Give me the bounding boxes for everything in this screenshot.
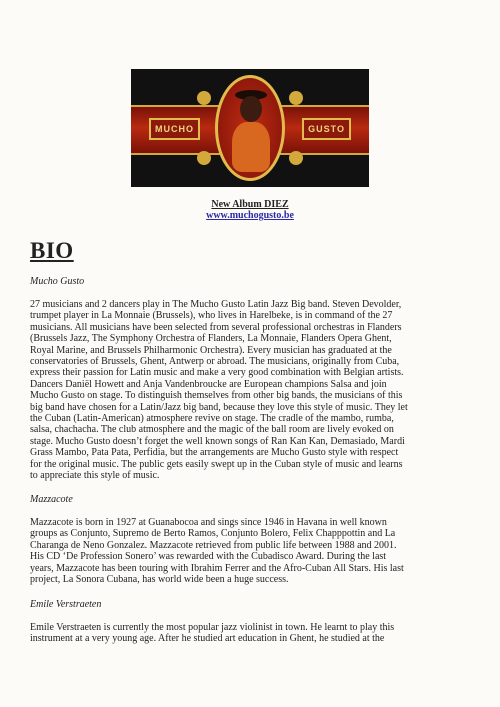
section-subtitle-mazzacote: Mazzacote <box>30 494 73 505</box>
section-subtitle-emile-verstraeten: Emile Verstraeten <box>30 599 102 610</box>
figure-body <box>232 122 270 172</box>
body-line: musicians. All musicians have been selected from several professional orchestras in Flanders <box>30 321 402 333</box>
banner-left-plaque: MUCHO <box>149 118 200 140</box>
body-line: conservatories of Brussels, Ghent, Antwerp or abroad. The musicians, originally from Cuba, <box>30 356 400 368</box>
body-line: Charanga de Neno Gonzalez. Mazzacote retrieved from public life between 1988 and 2001. <box>30 539 397 551</box>
section-subtitle-mucho-gusto: Mucho Gusto <box>30 276 85 287</box>
page-title: BIO <box>30 238 74 263</box>
body-line: Mazzacote is born in 1927 at Guanabocoa and sings since 1946 in Havana in well known <box>30 517 387 528</box>
body-line: Royal Marine, and Brussels Philharmonic Orchestra). Every musician has graduated at the <box>30 344 392 356</box>
body-line: stage. Mucho Gusto doesn’t forget the well known songs of Ran Kan Kan, Demasiado, Mardi <box>30 435 405 447</box>
body-line: express their passion for Latin music and make a very good combination with Belgian artists. <box>30 367 404 379</box>
portrait-medallion <box>215 75 285 181</box>
banner-ornament <box>197 91 211 105</box>
website-link[interactable]: www.muchogusto.be <box>206 210 294 221</box>
banner-right-plaque: GUSTO <box>302 118 351 140</box>
body-line: project, La Sonora Cubana, has world wide been a huge success. <box>30 574 289 586</box>
body-line: to appreciate this style of music. <box>30 470 160 482</box>
body-line: 27 musicians and 2 dancers play in The Mucho Gusto Latin Jazz Big band. Steven Devolder, <box>30 299 402 310</box>
section-body-mucho-gusto <box>30 299 475 482</box>
cigar-band-banner <box>131 69 369 187</box>
figure-head <box>240 96 262 122</box>
body-line: (Brussels Jazz, The Symphony Orchestra of Flanders, La Monnaie, Flanders Opera Ghent, <box>30 333 392 345</box>
body-line: His CD ‘De Profession Sonero’ was rewarded with the Cubadisco Award. During the last <box>30 551 387 563</box>
album-title: New Album DIEZ <box>211 199 289 210</box>
body-line: trumpet player in La Monnaie (Brussels), who lives in Harelbeke, is in command of the 27 <box>30 310 393 322</box>
section-body-mazzacote <box>30 517 475 585</box>
body-line: years, Mazzacote has been touring with Ibrahim Ferrer and the Afro-Cuban All Stars. His last <box>30 562 404 574</box>
body-line: Dancers Daniël Howett and Anja Vandenbroucke are European champions Salsa and join <box>30 378 387 390</box>
body-line: instrument at a very young age. After he studied art education in Ghent, he studied at the <box>30 633 385 645</box>
body-line: Mucho Gusto on stage. To distinguish themselves from other big bands, the musicians of this <box>30 390 403 402</box>
section-body-emile-verstraeten <box>30 622 475 645</box>
body-line: groups as Conjunto, Supremo de Berto Ramos, Conjunto Bolero, Felix Chapppottin and La <box>30 528 396 540</box>
body-line: the Cuban (Latin-American) atmosphere revive on stage. The cradle of the mambo, rumba, <box>30 413 394 425</box>
banner-ornament <box>289 151 303 165</box>
body-line: Emile Verstraeten is currently the most popular jazz violinist in town. He learnt to play this <box>30 622 395 633</box>
body-line: big band have chosen for a Latin/Jazz big band, because they love this style of music. They let <box>30 401 408 413</box>
banner-ornament <box>197 151 211 165</box>
body-line: salsa, chachacha. The club atmosphere and the magic of the ball room are lively evoked on <box>30 424 394 436</box>
body-line: Grass Mambo, Pata Pata, Perfidia, but the arrangements are Mucho Gusto style with respect <box>30 447 399 459</box>
body-line: for the original music. The public gets easily swept up in the Cuban style of music and learns <box>30 458 403 470</box>
banner-ornament <box>289 91 303 105</box>
